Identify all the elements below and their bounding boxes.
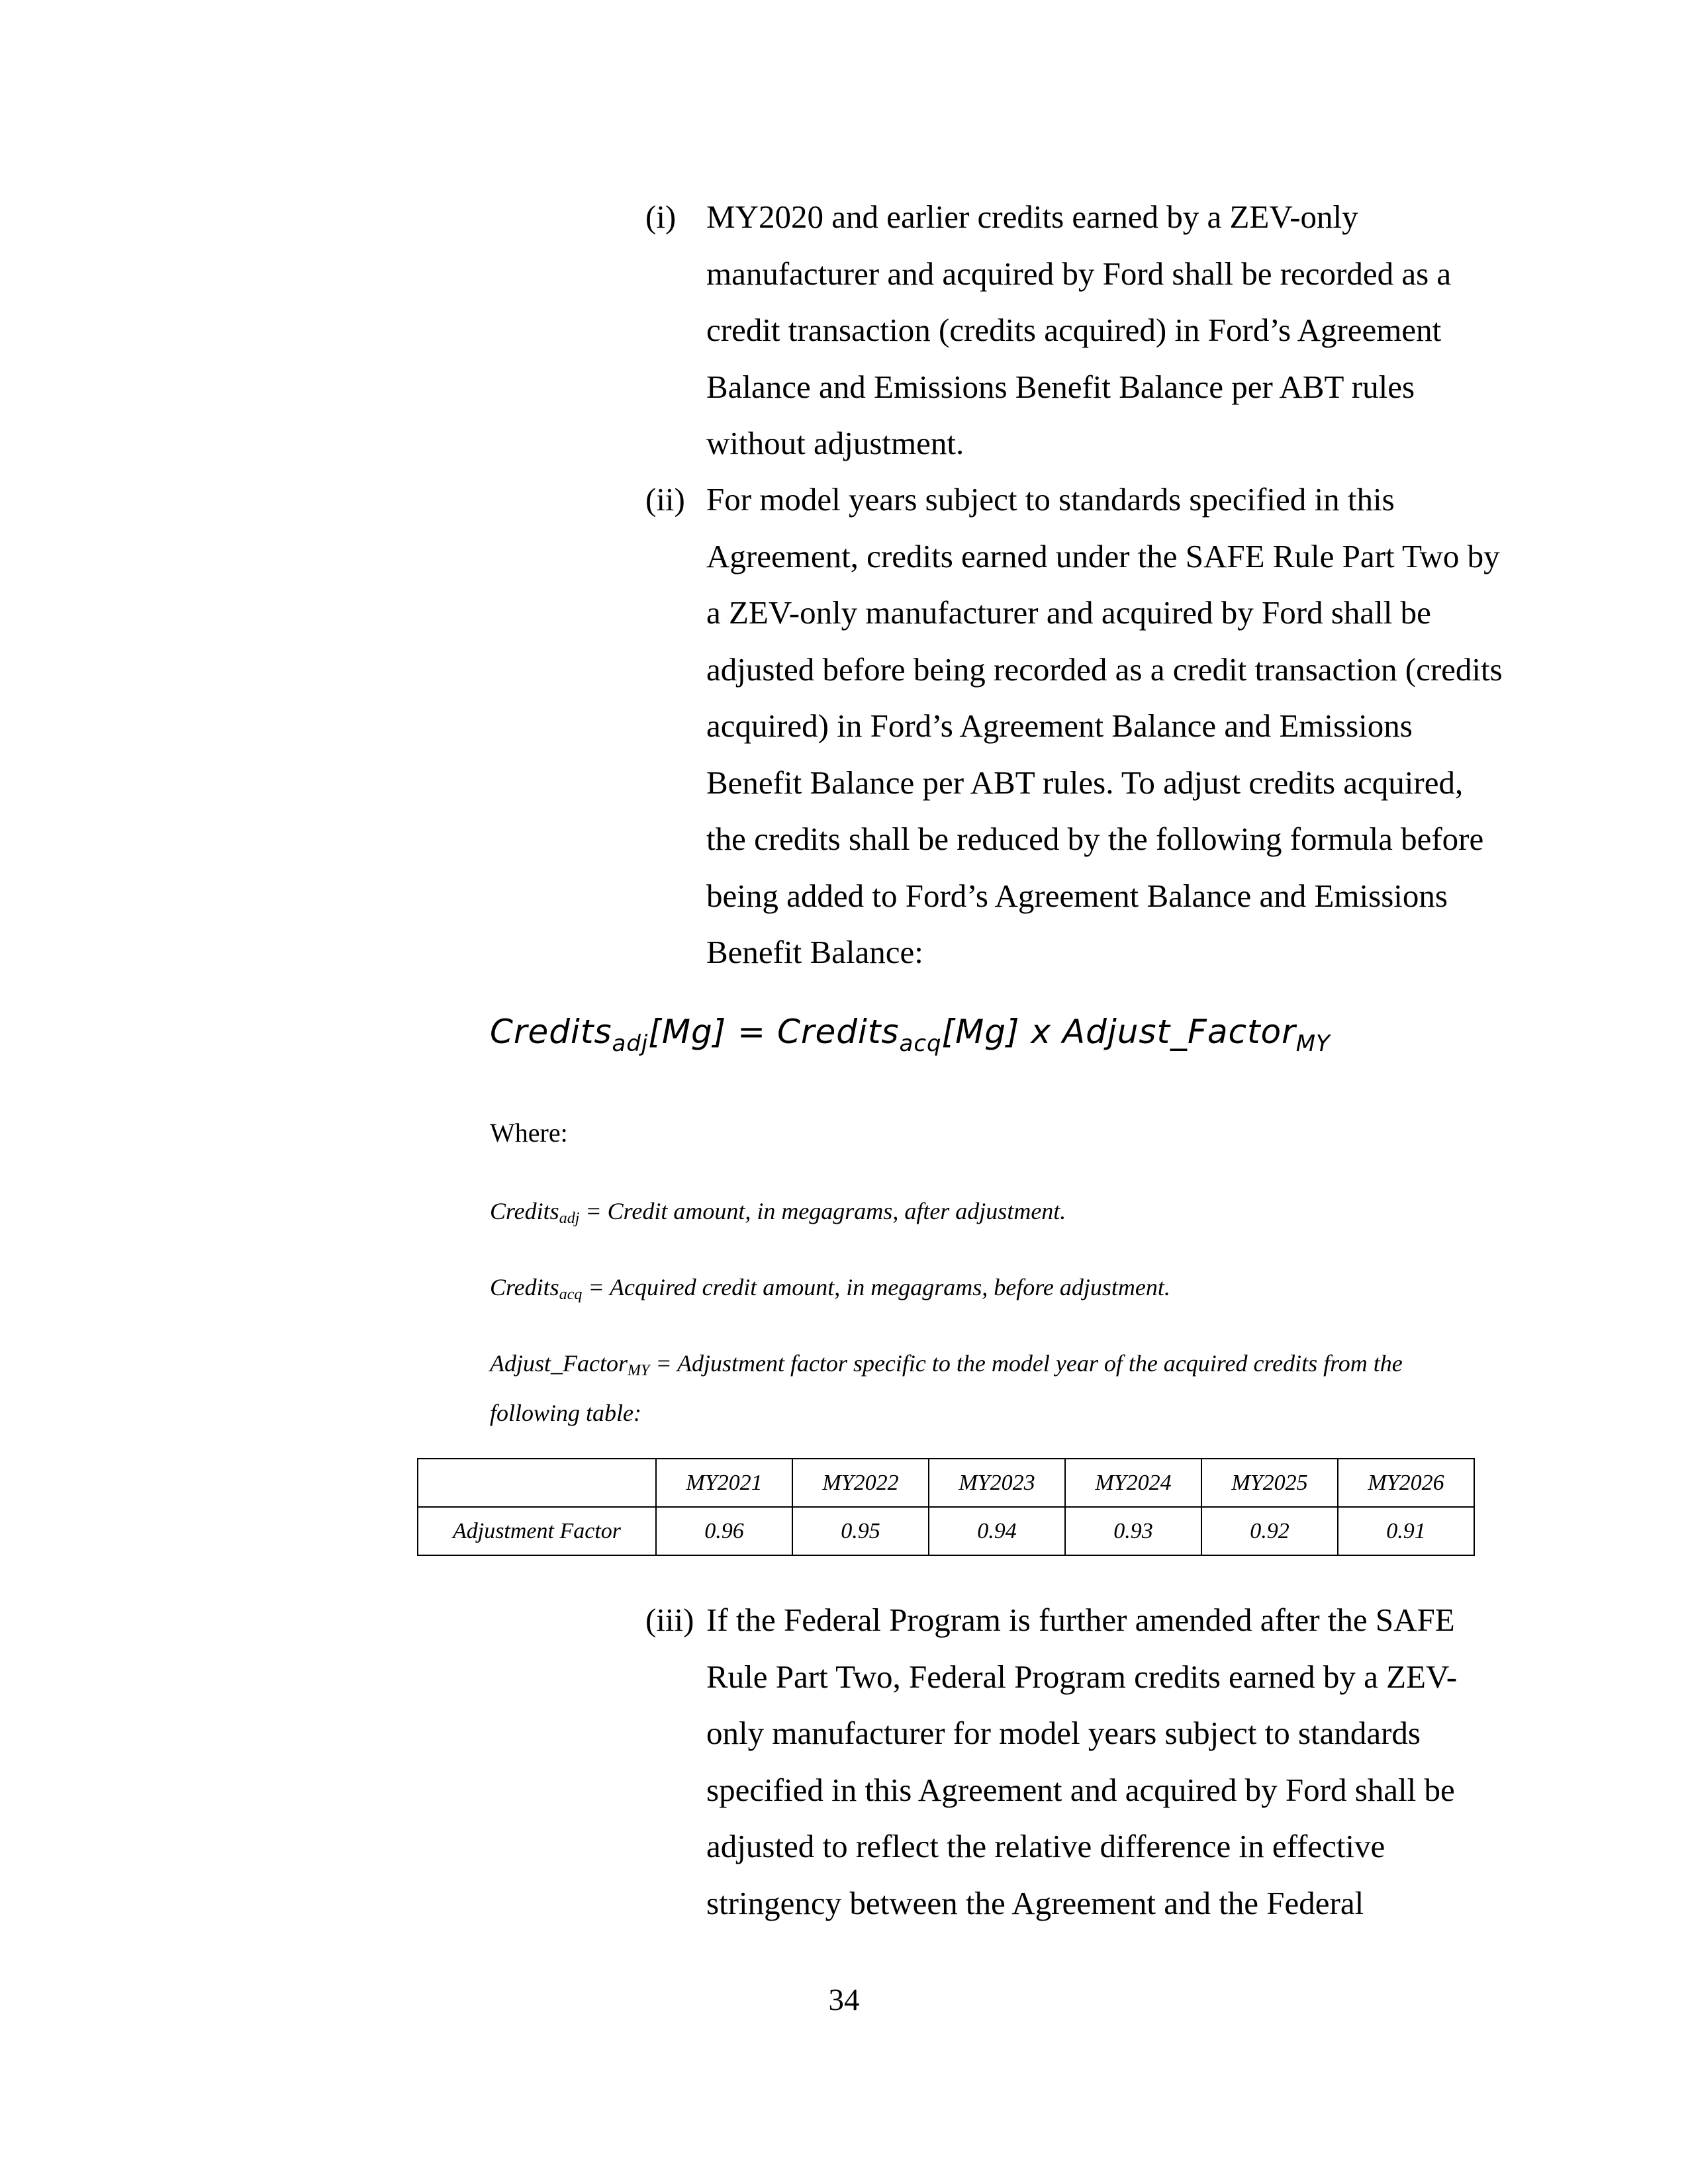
definition-sub: adj xyxy=(559,1210,580,1227)
list-item-text: For model years subject to standards specified in this Agreement, credits earned under the SAFE Rule Part Two by a ZEV-only manufacturer and acquired by Ford shall be adjusted before being recorded as a credit transaction (credits acquired) in Ford’s Agreement Balance and Emissions Benefit Balance per ABT rules. To adjust credits acquired, the credits shall be reduced by the following formula before being added to Ford’s Agreement Balance and Emissions Benefit Balance: xyxy=(706,481,1503,970)
formula-rhs-sub: acq xyxy=(899,1030,942,1057)
definition-term: Adjust_Factor xyxy=(490,1350,628,1377)
table-cell: 0.92 xyxy=(1201,1507,1338,1555)
table-header-cell: MY2024 xyxy=(1065,1459,1201,1507)
definition-term: Credits xyxy=(490,1274,559,1300)
definition-credits-acq xyxy=(490,1266,1483,1316)
table-header-blank xyxy=(418,1459,656,1507)
definition-text: = Credit amount, in megagrams, after adjustment. xyxy=(579,1198,1066,1224)
table-header-cell: MY2023 xyxy=(929,1459,1065,1507)
page-number: 34 xyxy=(828,1983,860,2017)
formula-rhs-base: Credits xyxy=(776,1013,900,1051)
formula-rhs-sub2: MY xyxy=(1295,1030,1331,1057)
definition-credits-adj xyxy=(490,1190,1483,1240)
list-item-i xyxy=(645,189,1506,472)
table-header-cell: MY2026 xyxy=(1338,1459,1474,1507)
table-cell: 0.95 xyxy=(792,1507,929,1555)
list-marker: (i) xyxy=(645,199,677,235)
formula-rhs-unit: [Mg] x Adjust_Factor xyxy=(941,1013,1296,1051)
formula-lhs-base: Credits xyxy=(490,1013,612,1051)
table-cell: 0.96 xyxy=(656,1507,792,1555)
definition-text: = Adjustment factor specific to the model year of the acquired credits from the following table: xyxy=(490,1350,1403,1426)
list-item-text: MY2020 and earlier credits earned by a ZEV-only manufacturer and acquired by Ford shall be recorded as a credit transaction (credits acquired) in Ford’s Agreement Balance and Emissions Benefit Balance per ABT rules without adjustment. xyxy=(706,199,1452,461)
table-header-cell: MY2021 xyxy=(656,1459,792,1507)
table-header-cell: MY2022 xyxy=(792,1459,929,1507)
definition-sub: acq xyxy=(559,1286,583,1303)
list-item-ii xyxy=(645,471,1506,981)
where-label: Where: xyxy=(490,1118,568,1148)
definition-adjust-factor xyxy=(490,1342,1483,1434)
list-item-text: If the Federal Program is further amended after the SAFE Rule Part Two, Federal Program credits earned by a ZEV-only manufacturer for model years subject to standards specified in this Agreement and acquired by Ford shall be adjusted to reflect the relative difference in effective stringency between the Agreement and the Federal xyxy=(706,1602,1458,1921)
table-header-row xyxy=(418,1459,1474,1507)
table-row xyxy=(418,1507,1474,1555)
formula-lhs-unit: [Mg] = xyxy=(648,1013,777,1051)
table-cell: 0.91 xyxy=(1338,1507,1474,1555)
definition-sub: MY xyxy=(627,1362,650,1379)
table-cell: 0.93 xyxy=(1065,1507,1201,1555)
formula-lhs-sub: adj xyxy=(612,1030,649,1057)
list-item-iii xyxy=(645,1592,1506,1931)
table-row-label: Adjustment Factor xyxy=(418,1507,656,1555)
list-marker: (ii) xyxy=(645,481,685,518)
definition-term: Credits xyxy=(490,1198,559,1224)
table-header-cell: MY2025 xyxy=(1201,1459,1338,1507)
list-marker: (iii) xyxy=(645,1602,694,1638)
adjustment-factor-table xyxy=(417,1458,1475,1556)
definition-text: = Acquired credit amount, in megagrams, before adjustment. xyxy=(582,1274,1170,1300)
credit-adjustment-formula xyxy=(490,1013,1331,1057)
table-cell: 0.94 xyxy=(929,1507,1065,1555)
